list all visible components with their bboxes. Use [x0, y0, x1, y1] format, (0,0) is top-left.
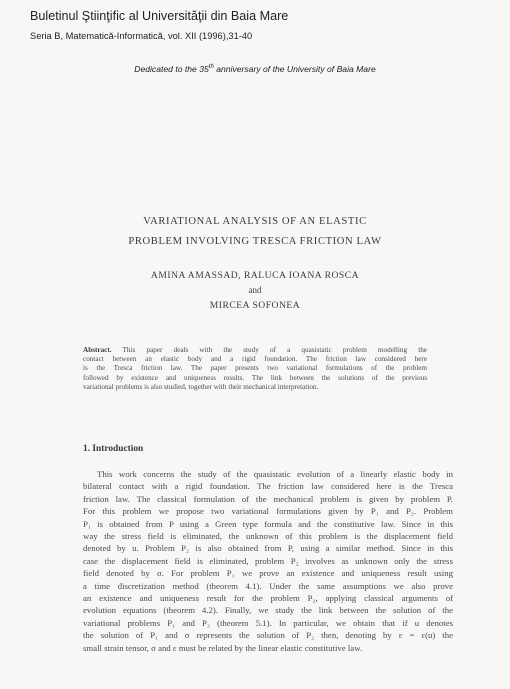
section-heading: 1. Introduction [83, 444, 144, 454]
paper-title [0, 212, 510, 252]
authors-line-1: AMINA AMASSAD, RALUCA IOANA ROSCA [150, 270, 360, 281]
body-line: an existence and uniqueness result for the problem P₂, applying classical arguments of [83, 593, 453, 604]
abstract-line-text: This paper deals with the study of a quasistatic problem modelling the [122, 346, 427, 354]
authors-line-2: MIRCEA SOFONEA [209, 300, 301, 311]
body-line: P₁ is obtained from P using a Green type formula and the constitutive law. Since in this [83, 518, 453, 529]
body-line: variational problems P₁ and P₂ (theorem 5.1). In particular, we obtain that if u denotes [83, 617, 453, 628]
body-line: case the displacement field is eliminated, problem P₂ involves as unknown only the stress [83, 555, 453, 566]
journal-name: Buletinul Ştiinţific al Universităţii din Baia Mare [30, 9, 289, 23]
abstract-line: variational problems is also studied, together with their mechanical interpretation. [83, 382, 319, 391]
body-line: This work concerns the study of the quasistatic evolution of a linearly elastic body in [97, 469, 453, 479]
journal-series: Seria B, Matematică-Informatică, vol. XII (1996),31-40 [30, 31, 253, 41]
abstract-line: is the Tresca friction law. The paper presents two variational formulations of the problem [83, 364, 427, 373]
dedication-before: Dedicated to the 35 [134, 64, 209, 74]
body-line: way the stress field is eliminated, the unknown of this problem is the displacement field [83, 531, 453, 542]
abstract-line [83, 346, 427, 355]
body-line: field denoted by σ. For problem P₁ we prove an existence and uniqueness result using [83, 568, 453, 579]
title-line-1: VARIATIONAL ANALYSIS OF AN ELASTIC [143, 216, 367, 227]
body-text [83, 468, 453, 654]
body-line: a time discretization method (theorem 4.1). Under the same assumptions we also prove [83, 580, 453, 591]
body-line: For this problem we propose two variational formulations given by P₁ and P₂. Problem [83, 506, 453, 517]
dedication-after: anniversary of the University of Baia Mare [213, 64, 376, 74]
body-line: the solution of P₁ and σ represents the solution of P₂ then, denoting by ε = ε(u) the [83, 630, 453, 641]
body-line: bilateral contact with a rigid foundation. The friction law considered here is the Tresca [83, 481, 453, 492]
title-line-2: PROBLEM INVOLVING TRESCA FRICTION LAW [128, 236, 382, 247]
dedication [0, 64, 510, 74]
authors-and: and [248, 285, 262, 295]
body-line: denoted by u. Problem P₂ is also obtained from P, using a similar method. Since in this [83, 543, 453, 554]
body-line: small strain tensor, σ and ε must be related by the linear elastic constitutive law. [83, 642, 363, 653]
dedication-superscript: th [208, 64, 214, 71]
body-line: friction law. The classical formulation of the mechanical problem is given by problem P. [83, 493, 453, 504]
abstract-label: Abstract. [83, 346, 112, 354]
authors [0, 268, 510, 313]
abstract-line: contact between an elastic body and a rigid foundation. The friction law considered here [83, 355, 427, 364]
body-line: evolution equations (theorem 4.2). Finally, we study the link between the solution of the [83, 605, 453, 616]
abstract [83, 346, 427, 392]
abstract-line: followed by existence and uniqueness results. The link between the solutions of the previous [83, 373, 427, 382]
